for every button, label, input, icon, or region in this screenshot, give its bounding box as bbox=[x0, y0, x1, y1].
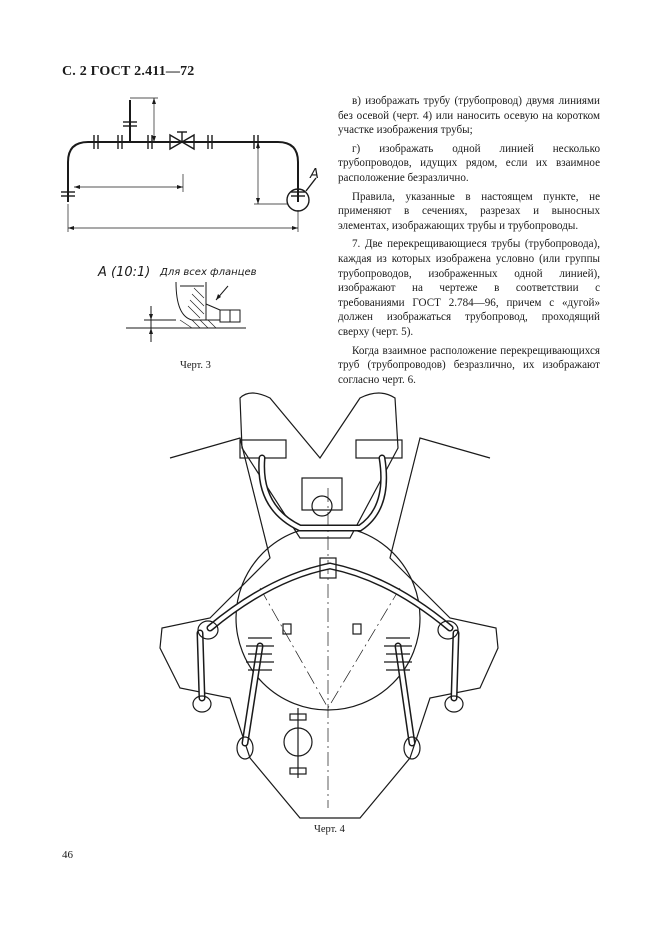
detail-note: Для всех фланцев bbox=[160, 267, 257, 278]
page-number: 46 bbox=[62, 849, 73, 861]
paragraph-7: 7. Две перекрещивающиеся трубы (трубопровода), каждая из которых изображена условно (или группы трубопроводов, изображенных одной линией), изображают на чертеже в соответствии с требованиями ГОСТ 2.784—96, причем с «дугой» должен изображаться трубопровод, проходящий сверху (черт. 5). bbox=[338, 238, 600, 338]
callout-label-a: A bbox=[310, 167, 319, 182]
figure-3-pipeline-diagram bbox=[58, 92, 328, 242]
detail-label: A (10:1) bbox=[98, 265, 151, 280]
paragraph-rules: Правила, указанные в настоящем пункте, не применяют в сечениях, разрезах и выносных элементах, изображающих трубы и трубопроводы. bbox=[338, 190, 600, 232]
figure-4-caption: Черт. 4 bbox=[314, 824, 345, 835]
paragraph-g: г) изображать одной линией несколько трубопроводов, идущих рядом, если их взаимное расположение безразлично. bbox=[338, 142, 600, 184]
figure-4-engine-drawing bbox=[150, 388, 510, 820]
page-header: С. 2 ГОСТ 2.411—72 bbox=[62, 64, 195, 79]
paragraph-crossing: Когда взаимное расположение перекрещивающихся труб (трубопроводов) безразлично, их изображают согласно черт. 6. bbox=[338, 344, 600, 386]
text-column bbox=[338, 94, 600, 391]
figure-3-detail-a bbox=[96, 262, 266, 354]
figure-3-caption: Черт. 3 bbox=[180, 360, 211, 371]
paragraph-v: в) изображать трубу (трубопровод) двумя линиями без осевой (черт. 4) или наносить осевую на коротком участке изображения трубы; bbox=[338, 95, 600, 137]
